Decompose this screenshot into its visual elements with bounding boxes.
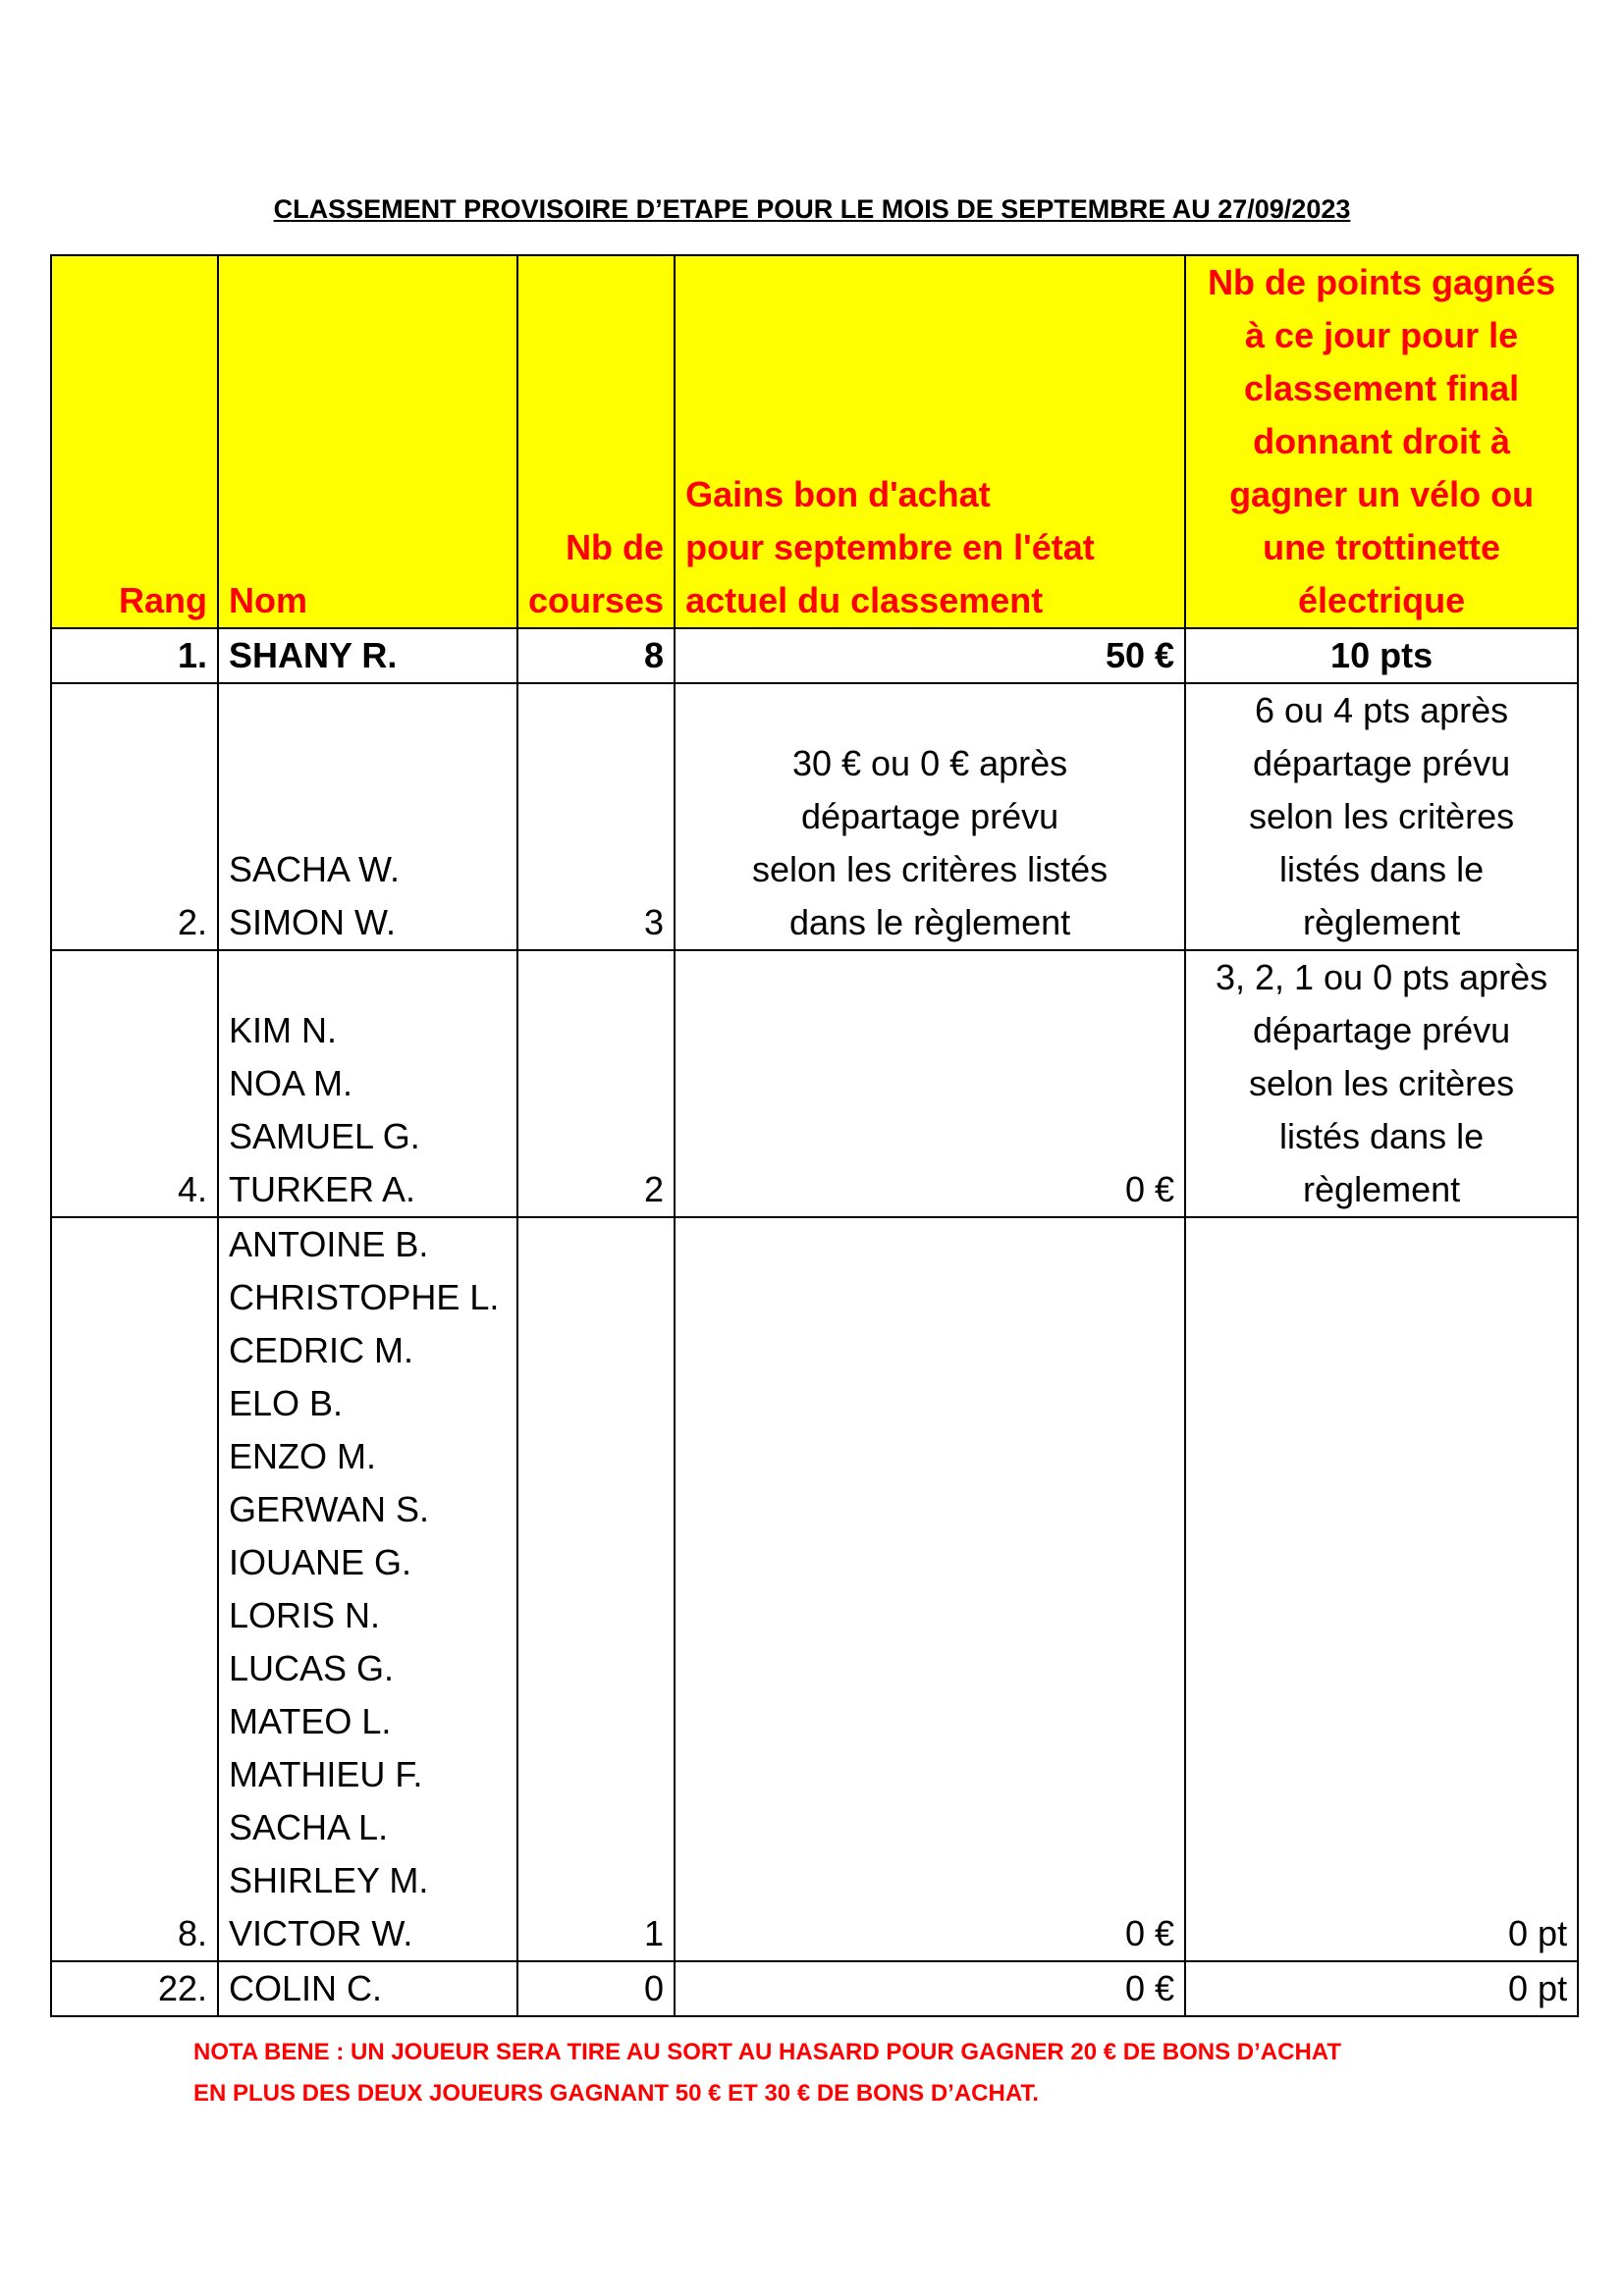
player-name: COLIN C. — [229, 1968, 383, 2008]
points-line: règlement — [1303, 902, 1461, 942]
page-title: CLASSEMENT PROVISOIRE D’ETAPE POUR LE MOIS DE SEPTEMBRE AU 27/09/2023 — [273, 194, 1351, 224]
nota-line: EN PLUS DES DEUX JOUEURS GAGNANT 50 € ET 30 € DE BONS D’ACHAT. — [193, 2080, 1040, 2107]
points-line: règlement — [1303, 1169, 1461, 1209]
points-line: 6 ou 4 pts après — [1254, 690, 1509, 730]
player-name: VICTOR W. — [229, 1913, 413, 1953]
player-name: CEDRIC M. — [229, 1330, 413, 1370]
header-points-line: une trottinette — [1263, 527, 1501, 567]
nb-courses-cell: 0 — [517, 1961, 675, 2016]
header-points — [1185, 255, 1578, 628]
nb-courses-cell: 2 — [517, 950, 675, 1217]
player-name: ENZO M. — [229, 1436, 376, 1476]
player-name: GERWAN S. — [229, 1489, 430, 1529]
header-points-line: à ce jour pour le — [1245, 315, 1519, 355]
player-name: ELO B. — [229, 1383, 344, 1423]
gains-line: 0 € — [1125, 1968, 1175, 2008]
names-cell — [218, 1217, 517, 1961]
nota-bene — [193, 2032, 1341, 2114]
player-name: IOUANE G. — [229, 1542, 412, 1582]
points-line: départage prévu — [1252, 743, 1511, 783]
player-name: CHRISTOPHE L. — [229, 1277, 500, 1317]
header-gains-line: Gains bon d'achat — [685, 474, 991, 514]
header-gains — [675, 255, 1185, 628]
table-row — [51, 1961, 1578, 2016]
player-name: LUCAS G. — [229, 1648, 395, 1688]
gains-line: dans le règlement — [788, 902, 1071, 942]
points-cell — [1185, 1961, 1578, 2016]
player-name: SACHA W. — [229, 849, 401, 889]
table-row — [51, 950, 1578, 1217]
player-name: SIMON W. — [229, 902, 396, 942]
points-cell — [1185, 950, 1578, 1217]
names-cell — [218, 950, 517, 1217]
table-row — [51, 628, 1578, 683]
names-cell — [218, 628, 517, 683]
player-name: ANTOINE B. — [229, 1224, 429, 1264]
header-nom: Nom — [218, 255, 517, 628]
gains-cell — [675, 1961, 1185, 2016]
table-row — [51, 683, 1578, 950]
player-name: SHANY R. — [229, 635, 398, 675]
gains-line: 50 € — [1106, 635, 1175, 675]
points-line: 3, 2, 1 ou 0 pts après — [1215, 957, 1548, 997]
points-line: 0 pt — [1508, 1968, 1568, 2008]
player-name: SACHA L. — [229, 1807, 389, 1847]
header-points-line: donnant droit à — [1253, 421, 1511, 461]
header-nb-courses — [517, 255, 675, 628]
header-rang: Rang — [51, 255, 218, 628]
names-cell — [218, 1961, 517, 2016]
rang-cell: 1. — [51, 628, 218, 683]
header-points-line: électrique — [1298, 580, 1466, 620]
nb-courses-cell: 1 — [517, 1217, 675, 1961]
gains-cell — [675, 683, 1185, 950]
ranking-table — [50, 254, 1579, 2017]
points-cell — [1185, 1217, 1578, 1961]
player-name: MATEO L. — [229, 1701, 392, 1741]
rang-cell: 8. — [51, 1217, 218, 1961]
gains-cell — [675, 628, 1185, 683]
points-line: selon les critères — [1249, 796, 1515, 836]
table-row — [51, 1217, 1578, 1961]
nb-courses-cell: 8 — [517, 628, 675, 683]
header-gains-line: pour septembre en l'état — [685, 527, 1095, 567]
table-header-row — [51, 255, 1578, 628]
gains-line: départage prévu — [800, 796, 1059, 836]
player-name: KIM N. — [229, 1010, 338, 1050]
header-nb-line: courses — [528, 580, 665, 620]
player-name: MATHIEU F. — [229, 1754, 423, 1794]
header-nb-line: Nb de — [566, 527, 665, 567]
header-points-line: Nb de points gagnés — [1208, 262, 1556, 302]
rang-cell: 4. — [51, 950, 218, 1217]
player-name: SAMUEL G. — [229, 1116, 420, 1156]
player-name: NOA M. — [229, 1063, 353, 1103]
nb-courses-cell: 3 — [517, 683, 675, 950]
gains-line: 0 € — [1125, 1169, 1175, 1209]
gains-cell — [675, 950, 1185, 1217]
gains-cell — [675, 1217, 1185, 1961]
points-line: 10 pts — [1330, 635, 1434, 675]
player-name: SHIRLEY M. — [229, 1860, 429, 1900]
points-line: 0 pt — [1508, 1913, 1568, 1953]
points-cell — [1185, 683, 1578, 950]
points-line: listés dans le — [1279, 1116, 1485, 1156]
player-name: TURKER A. — [229, 1169, 416, 1209]
points-line: listés dans le — [1279, 849, 1485, 889]
gains-line: 0 € — [1125, 1913, 1175, 1953]
rang-cell: 2. — [51, 683, 218, 950]
player-name: LORIS N. — [229, 1595, 381, 1635]
points-line: selon les critères — [1249, 1063, 1515, 1103]
nota-line: NOTA BENE : UN JOUEUR SERA TIRE AU SORT AU HASARD POUR GAGNER 20 € DE BONS D’ACHAT — [193, 2039, 1341, 2065]
points-line: départage prévu — [1252, 1010, 1511, 1050]
gains-line: selon les critères listés — [752, 849, 1109, 889]
header-points-line: gagner un vélo ou — [1229, 474, 1535, 514]
header-gains-line: actuel du classement — [685, 580, 1044, 620]
names-cell — [218, 683, 517, 950]
header-points-line: classement final — [1244, 368, 1520, 408]
gains-line: 30 € ou 0 € après — [791, 743, 1068, 783]
points-cell — [1185, 628, 1578, 683]
rang-cell: 22. — [51, 1961, 218, 2016]
